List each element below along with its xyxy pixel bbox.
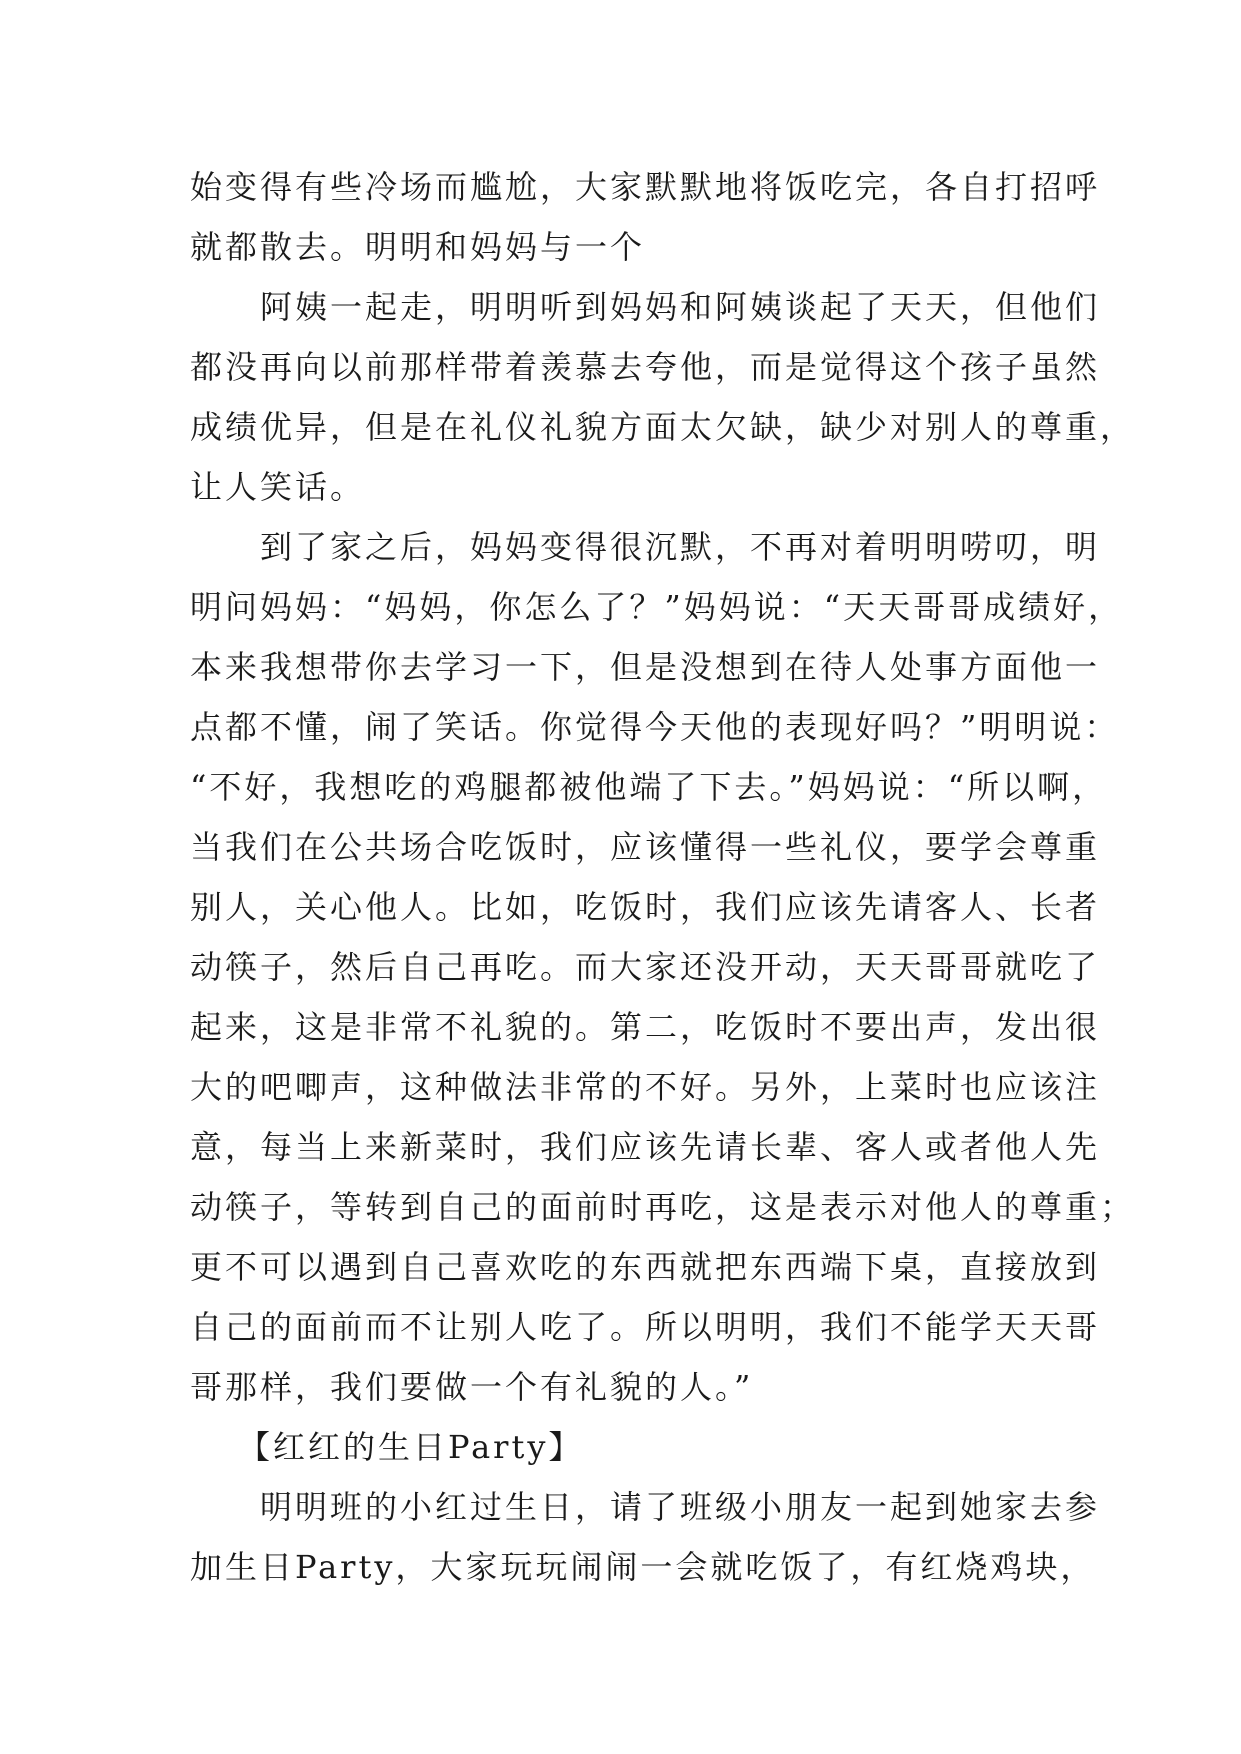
section-heading [190,1417,1050,1477]
text-line: 本来我想带你去学习一下，但是没想到在待人处事方面他一 [190,648,1101,686]
text-line: 明问妈妈：“妈妈，你怎么了？”妈妈说：“天天哥哥成绩好， [190,588,1124,626]
text-line: 成绩优异，但是在礼仪礼貌方面太欠缺，缺少对别人的尊重， [190,408,1136,446]
paragraph-2 [190,277,1136,517]
text-line: 当我们在公共场合吃饭时，应该懂得一些礼仪，要学会尊重 [190,828,1101,866]
text-line: “不好，我想吃的鸡腿都被他端了下去。”妈妈说：“所以啊， [190,768,1108,806]
text-line: 起来，这是非常不礼貌的。第二，吃饭时不要出声，发出很 [190,1008,1101,1046]
text-line: 自己的面前而不让别人吃了。所以明明，我们不能学天天哥 [190,1308,1101,1346]
paragraph-3 [190,517,1136,1417]
text-line: 都没再向以前那样带着羡慕去夸他，而是觉得这个孩子虽然 [190,348,1101,386]
text-line: 哥那样，我们要做一个有礼貌的人。” [190,1368,754,1406]
text-line: 别人，关心他人。比如，吃饭时，我们应该先请客人、长者 [190,888,1101,926]
text-line: 点都不懂，闹了笑话。你觉得今天他的表现好吗？”明明说： [190,708,1120,746]
text-line: 到了家之后，妈妈变得很沉默，不再对着明明唠叨，明 [260,528,1101,566]
text-line: 加生日Party，大家玩玩闹闹一会就吃饭了，有红烧鸡块， [190,1548,1096,1586]
text-line: 【红红的生日Party】 [238,1428,584,1466]
text-line: 让人笑话。 [190,468,366,506]
paragraph-1 [190,157,1101,277]
text-line: 就都散去。明明和妈妈与一个 [190,228,646,266]
text-line: 意，每当上来新菜时，我们应该先请长辈、客人或者他人先 [190,1128,1101,1166]
text-line: 阿姨一起走，明明听到妈妈和阿姨谈起了天天，但他们 [260,288,1101,326]
text-line: 大的吧唧声，这种做法非常的不好。另外，上菜时也应该注 [190,1068,1101,1106]
text-line: 更不可以遇到自己喜欢吃的东西就把东西端下桌，直接放到 [190,1248,1101,1286]
paragraph-5 [190,1477,1101,1597]
text-line: 明明班的小红过生日，请了班级小朋友一起到她家去参 [260,1488,1101,1526]
text-line: 动筷子，等转到自己的面前时再吃，这是表示对他人的尊重； [190,1188,1136,1226]
text-line: 动筷子，然后自己再吃。而大家还没开动，天天哥哥就吃了 [190,948,1101,986]
text-line: 始变得有些冷场而尴尬，大家默默地将饭吃完，各自打招呼 [190,168,1101,206]
document-body [190,157,1136,1597]
